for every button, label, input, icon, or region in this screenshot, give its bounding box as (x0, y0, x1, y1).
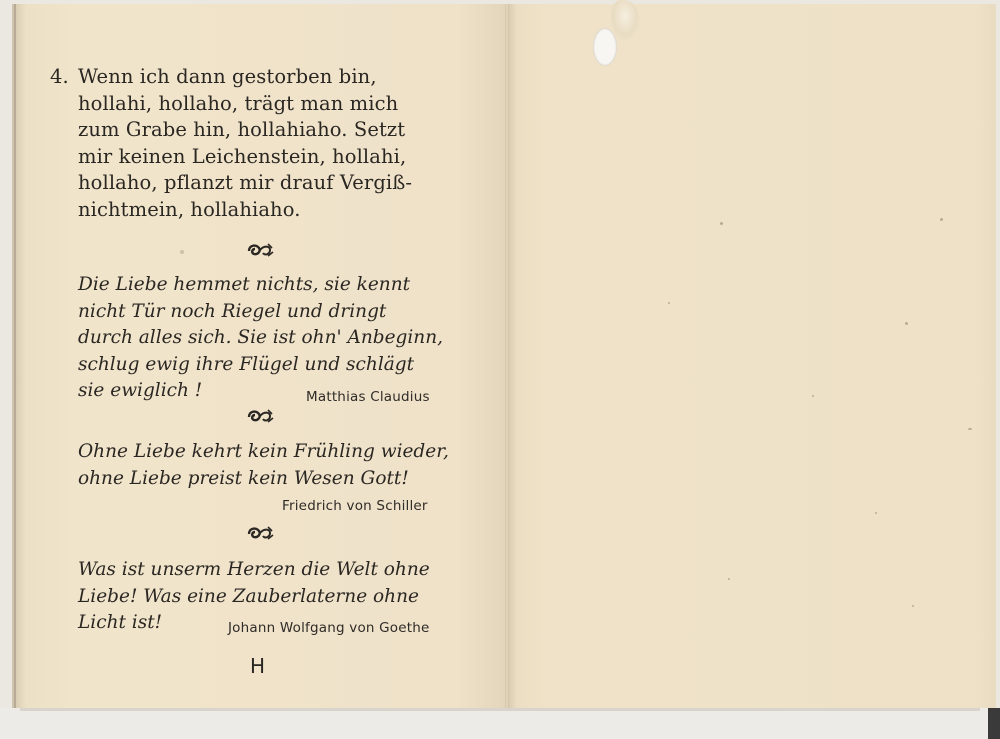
paper-speck (968, 428, 972, 430)
binding-hole (593, 28, 617, 66)
paper-speck (912, 605, 914, 607)
quote-line: Was ist unserm Herzen die Welt ohne (78, 559, 430, 580)
verse-number: 4. (50, 65, 69, 88)
quote-line: Licht ist! (78, 612, 163, 633)
quote-claudius (78, 272, 448, 405)
scan-background-strip (0, 708, 1000, 739)
binding-thread (610, 0, 640, 40)
fleuron-icon (246, 524, 276, 544)
quote-line: Liebe! Was eine Zauberlaterne ohne (78, 585, 419, 607)
paper-speck (905, 322, 908, 325)
verse-line: zum Grabe hin, hollahiaho. Setzt (78, 118, 406, 141)
verse-line: nichtmein, hollahiaho. (78, 197, 301, 221)
quote-line: Die Liebe hemmet nichts, sie kennt (78, 274, 411, 295)
song-verse (50, 64, 450, 223)
paper-speck (728, 578, 730, 580)
verse-line: mir keinen Leichenstein, hollahi, (78, 144, 407, 168)
quote-line: ohne Liebe preist kein Wesen Gott! (78, 467, 409, 489)
paper-speck (812, 395, 814, 397)
quote-line: sie ewiglich ! (78, 380, 203, 401)
paper-speck (940, 218, 943, 221)
paper-speck (875, 512, 877, 514)
quote-author: Friedrich von Schiller (282, 498, 428, 514)
verse-line: Wenn ich dann gestorben bin, (78, 65, 377, 88)
right-page (507, 4, 996, 708)
page-mark: H (250, 654, 266, 678)
fleuron-icon (246, 241, 276, 261)
booklet-bottom-edge (20, 708, 980, 711)
quote-author: Matthias Claudius (306, 389, 430, 405)
quote-line: schlug ewig ihre Flügel und schlägt (78, 353, 415, 375)
quote-line: Ohne Liebe kehrt kein Frühling wieder, (78, 441, 449, 462)
quote-author: Johann Wolfgang von Goethe (228, 620, 430, 636)
paper-speck (668, 302, 670, 304)
paper-speck (720, 222, 723, 225)
verse-line: hollaho, pflanzt mir drauf Vergiß- (78, 171, 413, 194)
quote-schiller (78, 439, 448, 492)
verse-line: hollahi, hollaho, trägt man mich (78, 91, 399, 115)
fleuron-icon (246, 407, 276, 427)
scan-corner (988, 708, 1000, 739)
booklet-spine (505, 4, 509, 708)
quote-line: durch alles sich. Sie ist ohn' Anbeginn, (78, 327, 444, 348)
quote-line: nicht Tür noch Riegel und dringt (78, 300, 387, 322)
paper-speck (180, 250, 184, 254)
